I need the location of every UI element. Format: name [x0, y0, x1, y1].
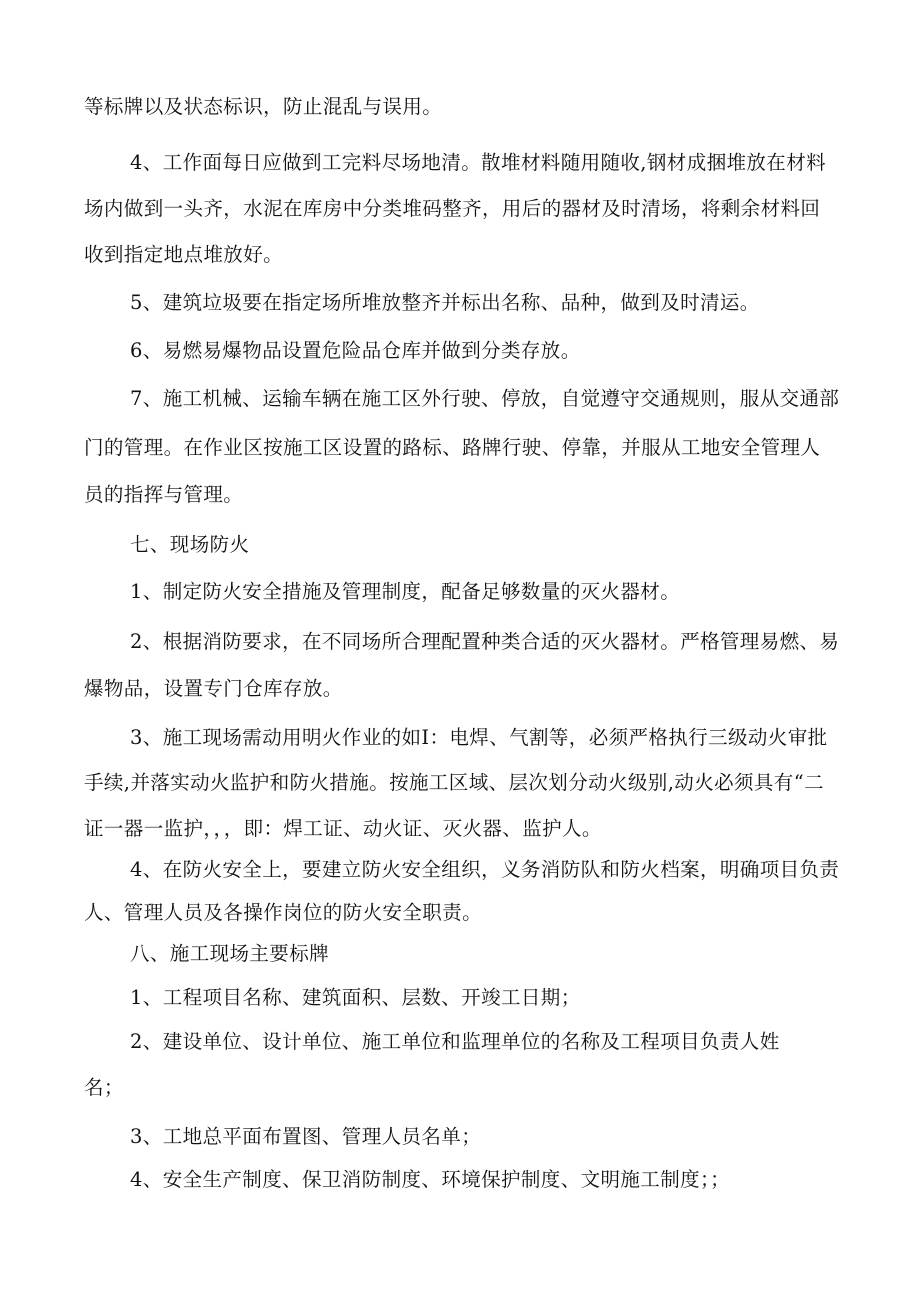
fire-paragraph-3-line-1: 3、施工现场需动用明火作业的如I：电焊、气割等，必须严格执行三级动火审批	[130, 726, 828, 749]
fire-paragraph-4-line-1: 4、在防火安全上，要建立防火安全组织，义务消防队和防火档案，明确项目负责	[130, 858, 840, 881]
fire-paragraph-2-line-2: 爆物品，设置专门仓库存放。	[84, 677, 343, 700]
fire-paragraph-4-line-2: 人、管理人员及各操作岗位的防火安全职责。	[84, 901, 483, 924]
paragraph-4-line-3: 收到指定地点堆放好。	[84, 243, 284, 266]
signs-item-1: 1、工程项目名称、建筑面积、层数、开竣工日期；	[130, 986, 581, 1009]
fire-paragraph-3-line-2: 手续,并落实动火监护和防火措施。按施工区域、层次划分动火级别,动火必须具有“二	[84, 771, 824, 794]
fire-paragraph-2-line-1: 2、根据消防要求，在不同场所合理配置种类合适的灭火器材。严格管理易燃、易	[130, 630, 840, 653]
fire-paragraph-1: 1、制定防火安全措施及管理制度，配备足够数量的灭火器材。	[130, 580, 681, 603]
paragraph-7-line-2: 门的管理。在作业区按施工区设置的路标、路牌行驶、停靠，并服从工地安全管理人	[84, 436, 821, 459]
paragraph-6: 6、易燃易爆物品设置危险品仓库并做到分类存放。	[130, 339, 581, 362]
text-line-1: 等标牌以及状态标识，防止混乱与误用。	[84, 95, 443, 118]
paragraph-7-line-1: 7、施工机械、运输车辆在施工区外行驶、停放，自觉遵守交通规则，服从交通部	[130, 387, 840, 410]
section-heading-fire-prevention: 七、现场防火	[130, 533, 250, 556]
signs-item-3: 3、工地总平面布置图、管理人员名单；	[130, 1125, 482, 1148]
signs-item-2-line-1: 2、建设单位、设计单位、施工单位和监理单位的名称及工程项目负责人姓	[130, 1030, 780, 1053]
paragraph-4-line-1: 4、工作面每日应做到工完料尽场地清。散堆材料随用随收,钢材成捆堆放在材料	[130, 151, 827, 174]
signs-item-4: 4、安全生产制度、保卫消防制度、环境保护制度、文明施工制度；；	[130, 1168, 731, 1191]
paragraph-4-line-2: 场内做到一头齐，水泥在库房中分类堆码整齐，用后的器材及时清场，将剩余材料回	[84, 197, 821, 220]
section-heading-main-signs: 八、施工现场主要标牌	[130, 942, 330, 965]
signs-item-2-line-2: 名；	[84, 1076, 124, 1099]
paragraph-7-line-3: 员的指挥与管理。	[84, 483, 244, 506]
fire-paragraph-3-line-3: 证一器一监护，，，即：焊工证、动火证、灭火器、监护人。	[84, 817, 602, 840]
paragraph-5: 5、建筑垃圾要在指定场所堆放整齐并标出名称、品种，做到及时清运。	[130, 291, 760, 314]
